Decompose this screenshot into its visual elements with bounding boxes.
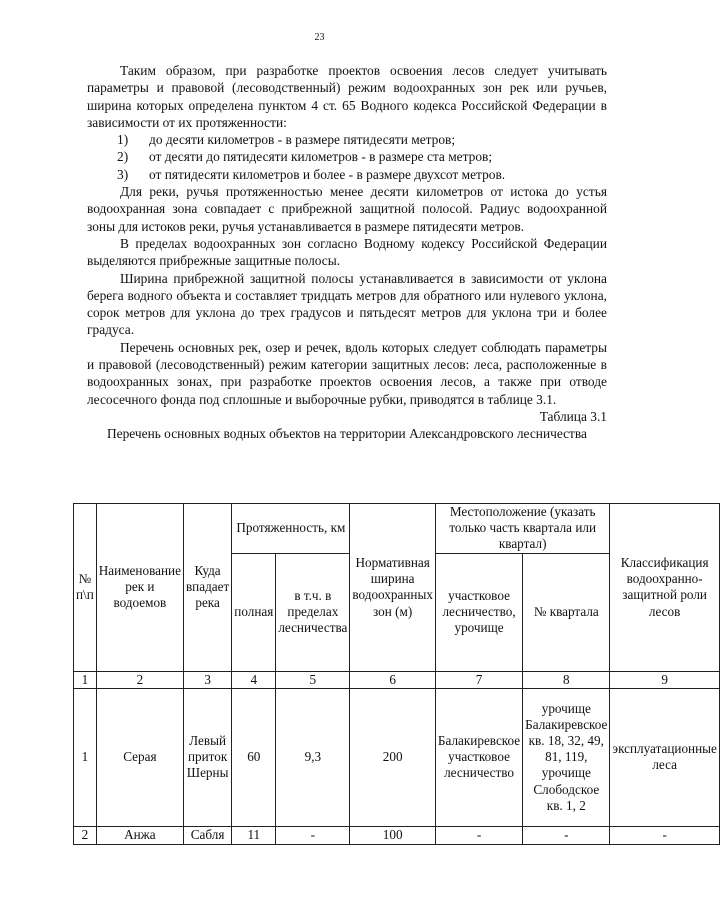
list-item — [87, 166, 607, 183]
cell-district: Балакиревское участковое лесничество — [435, 688, 522, 826]
column-number: 4 — [232, 671, 276, 688]
column-number: 2 — [96, 671, 183, 688]
table-caption: Таблица 3.1 — [539, 408, 607, 424]
header-flows-into: Куда впадает река — [183, 504, 231, 672]
header-length-group: Протяженность, км — [232, 504, 350, 554]
cell-num: 1 — [74, 688, 97, 826]
paragraph: Таким образом, при разработке проектов освоения лесов следует учитывать параметры и правовой (лесоводственный) режим водоохранных зон рек или ручьев, ширина которых определена пунктом 4 ст. 65 Водного кодекса Российской Федерации в зависимости от их протяженности: — [87, 63, 607, 130]
cell-name: Серая — [96, 688, 183, 826]
header-classification: Классификация водоохранно-защитной роли лесов — [610, 504, 719, 672]
cell-length-within: - — [276, 826, 350, 844]
column-number: 7 — [435, 671, 522, 688]
header-length-within: в т.ч. в пределах лесничества — [276, 553, 350, 671]
column-number-row — [74, 671, 720, 688]
header-width: Нормативная ширина водоохранных зон (м) — [350, 504, 436, 672]
page-number: 23 — [314, 32, 325, 43]
cell-classification: эксплуатационные леса — [610, 688, 719, 826]
cell-quarter: - — [523, 826, 610, 844]
cell-width: 100 — [350, 826, 436, 844]
column-number: 1 — [74, 671, 97, 688]
cell-quarter: урочище Балакиревское кв. 18, 32, 49, 81, 119, урочище Слободское кв. 1, 2 — [523, 688, 610, 826]
cell-name: Анжа — [96, 826, 183, 844]
column-number: 9 — [610, 671, 719, 688]
cell-num: 2 — [74, 826, 97, 844]
column-number: 6 — [350, 671, 436, 688]
column-number: 8 — [523, 671, 610, 688]
header-num: № п\п — [74, 504, 97, 672]
cell-flows-into: Сабля — [183, 826, 231, 844]
cell-classification: - — [610, 826, 719, 844]
cell-district: - — [435, 826, 522, 844]
header-location-group: Местоположение (указать только часть квартала или квартал) — [435, 504, 609, 554]
water-objects-table — [73, 503, 720, 845]
column-number: 3 — [183, 671, 231, 688]
list-number: 2) — [117, 149, 129, 165]
header-location-quarter: № квартала — [523, 553, 610, 671]
list-item — [87, 148, 607, 165]
header-name: Наименование рек и водоемов — [96, 504, 183, 672]
list-item — [87, 131, 607, 148]
paragraph: В пределах водоохранных зон согласно Водному кодексу Российской Федерации выделяются прибрежные защитные полосы. — [87, 235, 607, 269]
cell-length-total: 11 — [232, 826, 276, 844]
list-number: 3) — [117, 166, 129, 182]
table-row — [74, 688, 720, 826]
header-length-total: полная — [232, 553, 276, 671]
list-number: 1) — [117, 132, 129, 148]
table-row — [74, 826, 720, 844]
list-text: от пятидесяти километров и более - в размере двухсот метров. — [149, 166, 506, 182]
list-text: до десяти километров - в размере пятидесяти метров; — [149, 132, 456, 148]
cell-width: 200 — [350, 688, 436, 826]
table-title: Перечень основных водных объектов на территории Александровского лесничества — [106, 426, 588, 442]
cell-flows-into: Левый приток Шерны — [183, 688, 231, 826]
paragraph: Для реки, ручья протяженностью менее десяти километров от истока до устья водоохранная зона совпадает с прибрежной защитной полосой. Радиус водоохранной зоны для истоков реки, ручья устанавливается в размере пятидесяти метров. — [87, 184, 607, 234]
cell-length-within: 9,3 — [276, 688, 350, 826]
paragraph: Перечень основных рек, озер и речек, вдоль которых следует соблюдать параметры и правовой (лесоводственный) режим категории защитных лесов: леса, расположенные в водоохранных зонах, при разработке проектов освоения лесов, а также при отводе лесосечного фонда под сплошные и выборочные рубки, приводятся в таблице 3.1. — [87, 339, 607, 407]
document-body — [87, 62, 607, 443]
cell-length-total: 60 — [232, 688, 276, 826]
header-location-district: участковое лесничество, урочище — [435, 553, 522, 671]
list-text: от десяти до пятидесяти километров - в размере ста метров; — [149, 149, 493, 165]
paragraph: Ширина прибрежной защитной полосы устанавливается в зависимости от уклона берега водного объекта и составляет тридцать метров для обратного или нулевого уклона, сорок метров для уклона до трех градусов и пятьдесят метров для уклона три и более градуса. — [87, 270, 607, 338]
column-number: 5 — [276, 671, 350, 688]
